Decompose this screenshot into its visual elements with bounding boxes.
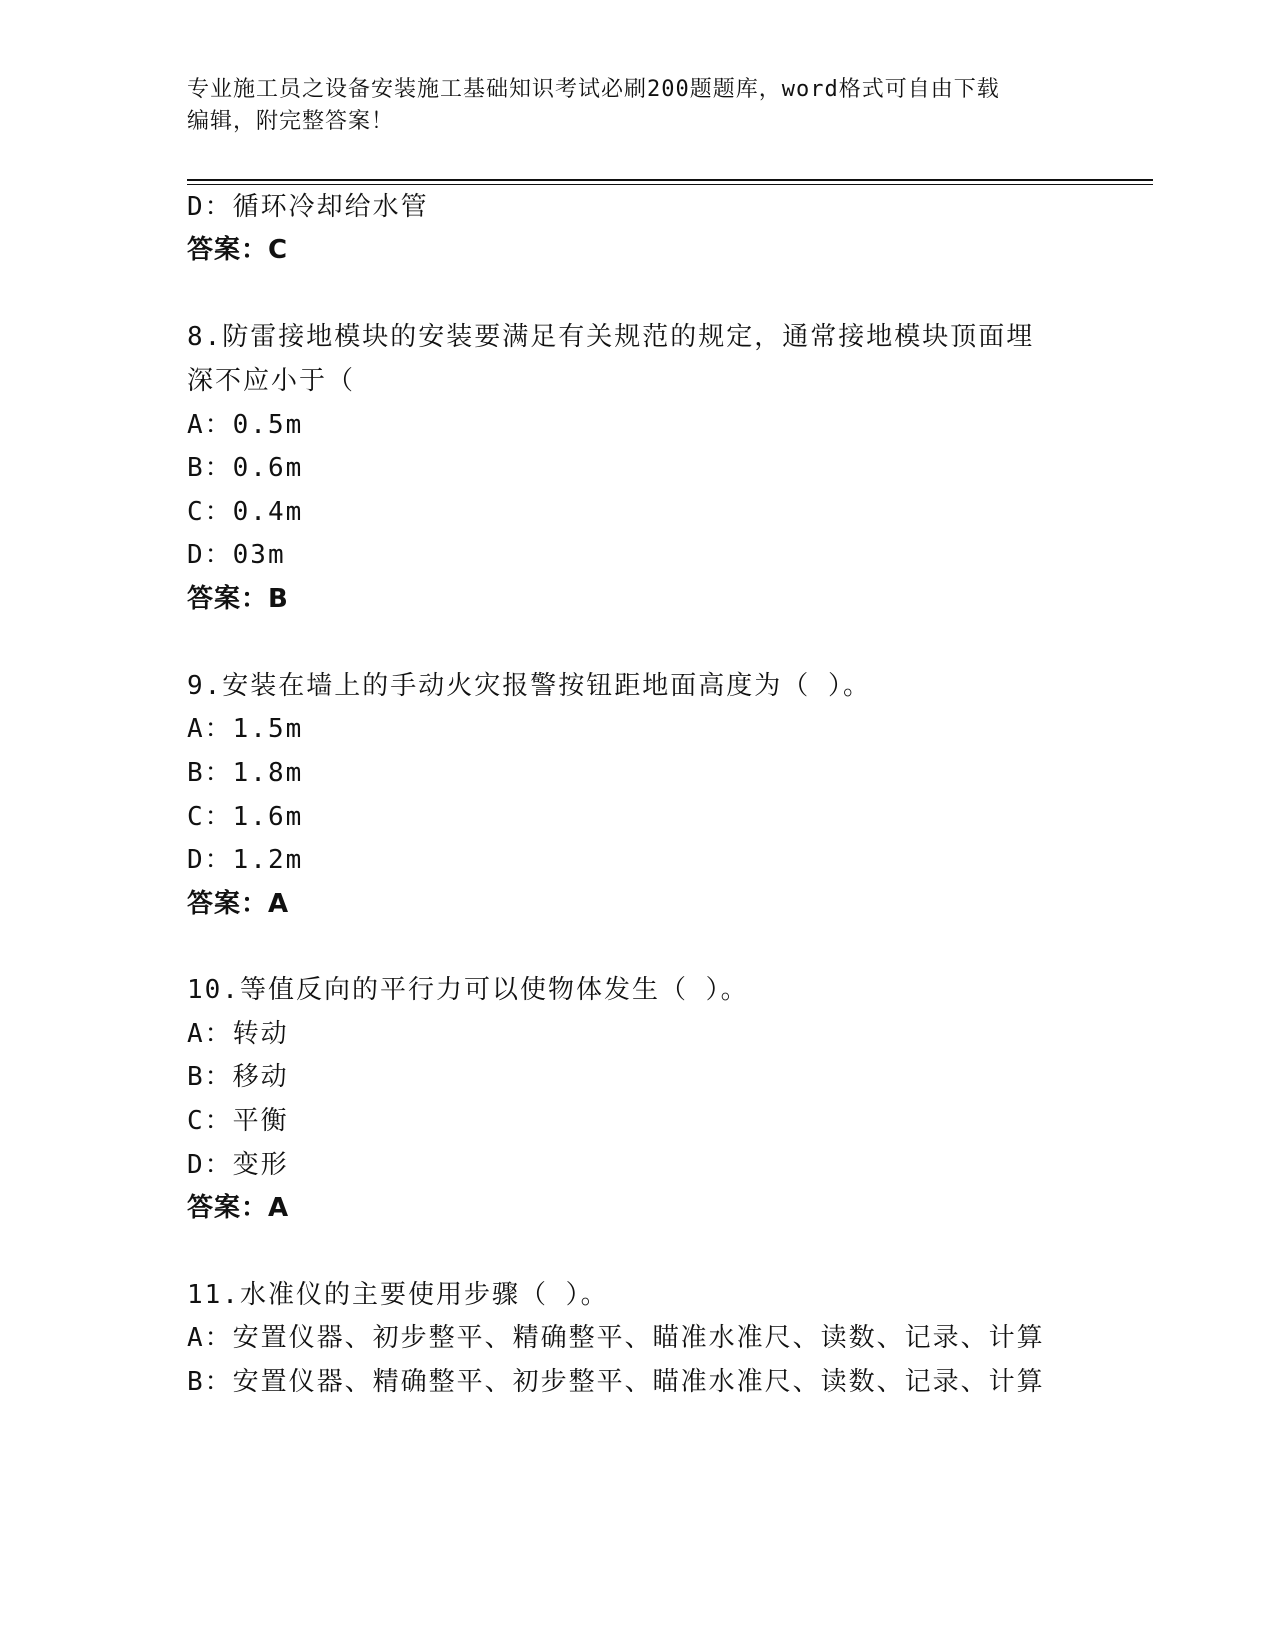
option-b-q10: B：移动 [187, 1062, 289, 1092]
option-c-q8: C：0.4m [187, 497, 304, 527]
option-d-q8: D：03m [187, 540, 286, 570]
question-8-line-1: 8.防雷接地模块的安装要满足有关规范的规定，通常接地模块顶面埋 [187, 322, 1035, 352]
option-b-q8: B：0.6m [187, 453, 304, 483]
question-10: 10.等值反向的平行力可以使物体发生（ ）。 [187, 975, 749, 1005]
answer-q8: 答案：B [187, 584, 289, 614]
option-c-q9: C：1.6m [187, 802, 304, 832]
option-a-q11: A：安置仪器、初步整平、精确整平、瞄准水准尺、读数、记录、计算 [187, 1323, 1045, 1353]
option-d-q7: D：循环冷却给水管 [187, 192, 429, 222]
option-c-q10: C：平衡 [187, 1106, 289, 1136]
option-a-q9: A：1.5m [187, 714, 304, 744]
option-a-q8: A：0.5m [187, 410, 304, 440]
option-b-q11: B：安置仪器、精确整平、初步整平、瞄准水准尺、读数、记录、计算 [187, 1367, 1045, 1397]
page-header [187, 74, 1087, 138]
question-9: 9.安装在墙上的手动火灾报警按钮距地面高度为（ ）。 [187, 671, 871, 701]
header-title-line-1: 专业施工员之设备安装施工基础知识考试必刷200题题库，word格式可自由下载 [187, 77, 1000, 102]
answer-q10: 答案：A [187, 1193, 290, 1223]
option-b-q9: B：1.8m [187, 758, 304, 788]
question-11: 11.水准仪的主要使用步骤（ ）。 [187, 1280, 609, 1310]
option-d-q10: D：变形 [187, 1150, 289, 1180]
answer-q9: 答案：A [187, 889, 290, 919]
option-a-q10: A：转动 [187, 1019, 289, 1049]
question-8-line-2: 深不应小于（ [187, 366, 356, 396]
answer-q7: 答案：C [187, 235, 289, 265]
header-title-line-2: 编辑，附完整答案！ [187, 109, 395, 134]
option-d-q9: D：1.2m [187, 845, 304, 875]
header-divider-thin [187, 184, 1153, 185]
header-divider-thick [187, 179, 1153, 181]
